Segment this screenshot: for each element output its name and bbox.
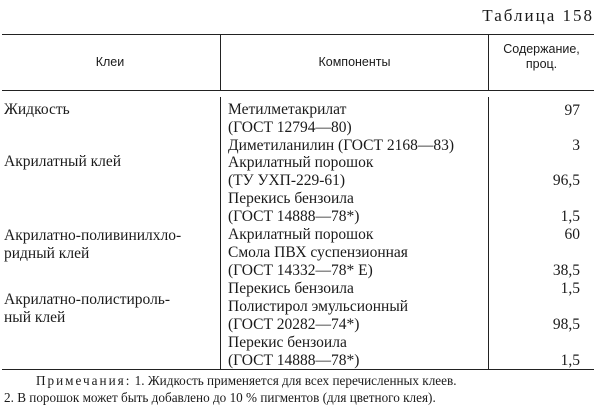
content-value: 38,5 xyxy=(552,262,580,279)
table-notes xyxy=(4,372,457,406)
content-value: 60 xyxy=(564,226,580,243)
content-value: 96,5 xyxy=(552,172,580,189)
header-components: Компоненты xyxy=(318,55,391,69)
body-divider-1 xyxy=(220,97,221,369)
glue-acrylate: Акрилатный клей xyxy=(4,153,122,170)
component-line: Смола ПВХ суспензионная xyxy=(228,244,408,261)
component-line: Перекис бензоила xyxy=(228,334,347,351)
component-line: (ГОСТ 14332—78* Е) xyxy=(228,262,373,279)
component-line: Диметиланилин (ГОСТ 2168—83) xyxy=(228,137,454,154)
component-line: Перекись бензоила xyxy=(228,280,354,297)
header-bottom-rule xyxy=(2,90,594,91)
glue-liquid: Жидкость xyxy=(4,101,70,118)
glue-acrylate-ps-line1: Акрилатно-полистироль- xyxy=(4,291,171,308)
notes-label: Примечания: xyxy=(36,373,132,388)
content-value: 1,5 xyxy=(560,208,580,225)
component-line: Акрилатный порошок xyxy=(228,154,374,171)
glue-acrylate-pvc-line2: ридный клей xyxy=(4,245,90,262)
component-line: (ГОСТ 14888—78*) xyxy=(228,208,360,225)
component-line: Полистирол эмульсионный xyxy=(228,298,409,315)
content-value: 1,5 xyxy=(560,280,580,297)
glue-acrylate-ps-line2: ный клей xyxy=(4,309,66,326)
note-1: 1. Жидкость применяется для всех перечисленных клеев. xyxy=(134,373,457,388)
header-content-line1: Содержание, xyxy=(503,42,580,56)
content-value: 98,5 xyxy=(552,316,580,333)
component-line: (ГОСТ 14888—78*) xyxy=(228,352,360,369)
component-line: (ГОСТ 12794—80) xyxy=(228,119,352,136)
header-content-line2: проц. xyxy=(525,57,558,71)
table-top-rule xyxy=(2,34,594,35)
content-value: 3 xyxy=(572,137,580,154)
glue-acrylate-pvc-line1: Акрилатно-поливинилхло- xyxy=(4,227,182,244)
content-value: 97 xyxy=(564,102,580,119)
body-divider-2 xyxy=(488,97,489,369)
component-line: (ГОСТ 20282—74*) xyxy=(228,316,360,333)
header-content xyxy=(489,42,594,72)
component-line: Акрилатный порошок xyxy=(228,226,374,243)
notes-line-1 xyxy=(4,372,457,389)
component-line: (ТУ УХП-229-61) xyxy=(228,172,346,189)
note-2: 2. В порошок может быть добавлено до 10 % пигментов (для цветного клея). xyxy=(4,390,436,405)
table-caption: Таблица 158 xyxy=(482,6,594,25)
content-value: 1,5 xyxy=(560,352,580,369)
component-line: Метилметакрилат xyxy=(228,101,347,118)
header-glues: Клеи xyxy=(95,55,125,69)
component-line: Перекись бензоила xyxy=(228,190,354,207)
